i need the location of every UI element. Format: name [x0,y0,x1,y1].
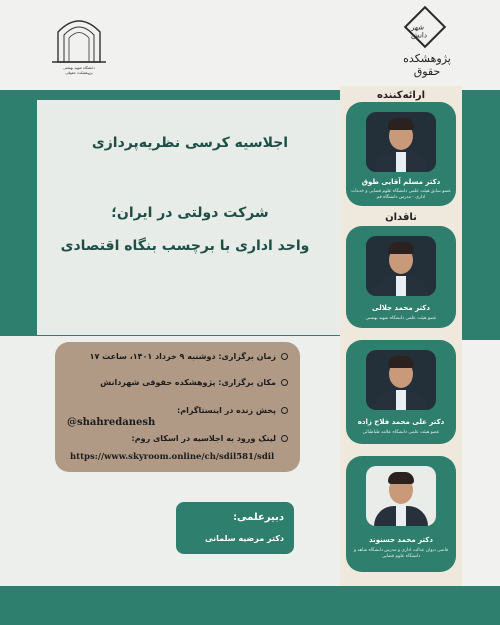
person-card [346,226,456,328]
person-photo [366,350,436,410]
institute-logo [394,12,460,78]
logo-line: دانشگاه شهید بهشتی [63,66,95,70]
event-info-box [55,342,300,472]
university-seal-icon [38,10,120,65]
instagram-handle[interactable]: @shahredanesh [67,417,156,428]
teal-band-bottom [0,586,500,625]
topic-line-1: شرکت دولتی در ایران؛ [111,205,269,221]
person-desc: عضو هیئت علمی دانشگاه علامه طباطبائی [362,430,440,435]
person-desc: عضو سابق هیئت علمی دانشگاه علوم قضایی و خدمات اداری - مدرس دانشگاه قم [351,189,451,200]
info-live: پخش زنده در اینستاگرام: [68,406,288,415]
bullet-circle-icon [281,379,288,386]
bullet-circle-icon [281,407,288,414]
person-photo [366,466,436,526]
institute-logo-icon: شهر دانش [404,6,446,48]
person-card [346,456,456,572]
presenter-section-label: ارائه‌کننده [376,90,426,101]
secretary-name: دکتر مرضیه سلمانی [205,534,284,543]
skyroom-link[interactable]: https://www.skyroom.online/ch/sdil581/sdil [70,452,275,462]
topic-line-2: واحد اداری با برچسب بنگاه اقتصادی [60,238,310,254]
speakers-column [340,86,462,586]
event-title: اجلاسیه کرسی نظریه‌پردازی [91,135,289,151]
person-desc: قاضی دیوان عدالت اداری و مدرس دانشگاه شاهد و دانشگاه علوم قضایی [353,548,448,559]
university-logo [38,10,120,80]
person-card [346,340,456,444]
info-place: مکان برگزاری: پژوهشکده حقوقی شهردانش [68,378,288,387]
person-name: دکتر مسلم آقایی طوق [361,178,441,186]
person-name: دکتر علی محمد فلاح زاده [357,418,445,426]
person-name: دکتر محمد حسنوند [369,536,433,544]
info-room: لینک ورود به اجلاسیه در اسکای روم: [68,434,288,443]
person-desc: عضو هیئت علمی دانشگاه شهید بهشتی [365,316,437,321]
institute-name: پژوهشکده حقوق [403,52,451,78]
secretary-box [176,502,294,554]
person-card [346,102,456,206]
person-name: دکتر محمد جلالی [372,304,430,312]
logo-line: پژوهشکده حقوقی [65,70,93,75]
bullet-circle-icon [281,435,288,442]
info-time: زمان برگزاری: دوشنبه ۹ خرداد ۱۴۰۱، ساعت ۱۷ [68,352,288,361]
bullet-circle-icon [281,353,288,360]
person-photo [366,112,436,172]
person-photo [366,236,436,296]
secretary-label: دبیرعلمی: [233,512,284,523]
critics-section-label: ناقدان [385,212,417,223]
